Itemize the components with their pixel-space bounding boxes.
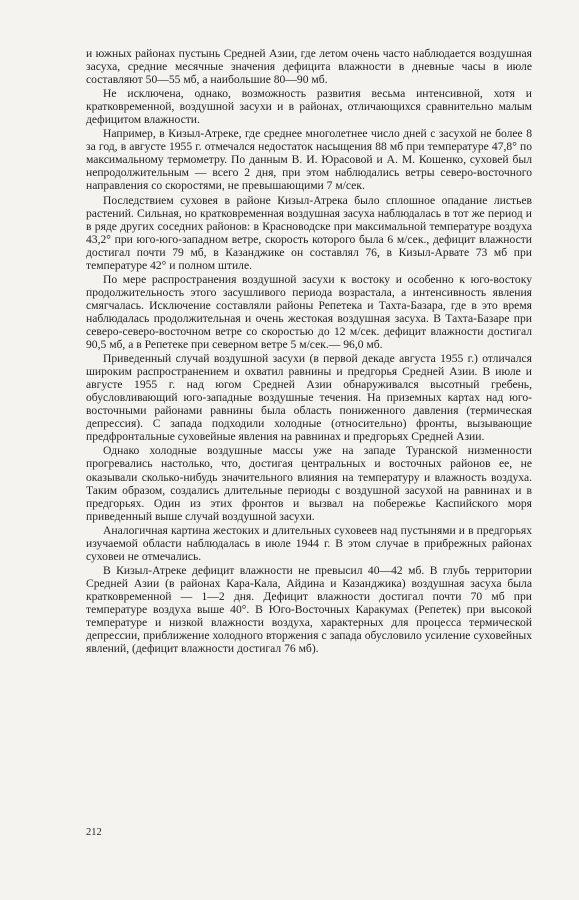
paragraph-4: Последствием суховея в районе Кизыл-Атрека было сплошное опадание листьев растений. Сильная, но кратковременная воздушная засуха наблюдалась в тот же период и в ряде других соседних районов: в Красноводске при максимальной температуре воздуха 43,2° при юго-юго-западном ветре, скорость которого была 6 м/сек., дефицит влажности достигал почти 79 мб, в Казанджике он составлял 76, в Кизыл-Арвате 73 мб при температуре 42° и полном штиле. xyxy=(86,193,532,272)
paragraph-9: В Кизыл-Атреке дефицит влажности не превысил 40—42 мб. В глубь территории Средней Азии (в районах Кара-Кала, Айдина и Казанджика) воздушная засуха была кратковременной — 1—2 дня. Дефицит влажности достигал почти 70 мб при температуре воздуха выше 40°. В Юго-Восточных Каракумах (Репетек) при высокой температуре и низкой влажности воздуха, характерных для процесса термической депрессии, приближение холодного вторжения с запада обусловило усиление суховейных явлений, (дефицит влажности достигал 76 мб). xyxy=(86,563,532,656)
paragraph-3: Например, в Кизыл-Атреке, где среднее многолетнее число дней с засухой не более 8 за год, в августе 1955 г. отмечался недостаток насыщения 88 мб при температуре 47,8° по максимальному термометру. По данным В. И. Юрасовой и А. М. Кошенко, суховей был непродолжительным — всего 2 дня, при этом наблюдались ветры северо-восточного направления со скоростями, не превышающими 7 м/сек. xyxy=(86,127,532,193)
paragraph-8: Аналогичная картина жестоких и длительных суховеев над пустынями и в предгорьях изучаемой области наблюдалась в июле 1944 г. В этом случае в прибрежных районах суховеи не отмечались. xyxy=(86,523,532,563)
paragraph-1: и южных районах пустынь Средней Азии, где летом очень часто наблюдается воздушная засуха, средние месячные значения дефицита влажности в дневные часы в июле составляют 50—55 мб, а наибольшие 80—90 мб. xyxy=(86,47,532,87)
body-text xyxy=(86,47,532,655)
page-number: 212 xyxy=(86,827,102,838)
paragraph-6: Приведенный случай воздушной засухи (в первой декаде августа 1955 г.) отличался широким распространением и охватил равнины и предгорья Средней Азии. В июле и августе 1955 г. над югом Средней Азии обнаруживался высотный гребень, обусловливающий юго-западные воздушные течения. На приземных картах над юго-восточными районами равнины была область пониженного давления (термическая депрессия). С запада подходили холодные (относительно) фронты, вызывающие предфронтальные суховейные явления на равнинах и предгорьях Средней Азии. xyxy=(86,352,532,444)
paragraph-7: Однако холодные воздушные массы уже на западе Туранской низменности прогревались настолько, что, достигая центральных и восточных районов ее, не оказывали сколько-нибудь значительного влияния на температуру и влажность воздуха. Таким образом, создались длительные периоды с воздушной засухой на равнинах и в предгорьях. Один из этих фронтов и вызвал на побережье Каспийского моря приведенный выше случай воздушной засухи. xyxy=(86,444,532,523)
paragraph-2: Не исключена, однако, возможность развития весьма интенсивной, хотя и кратковременной, воздушной засухи и в районах, отличающихся сравнительно малым дефицитом влажности. xyxy=(86,87,532,127)
paragraph-5: По мере распространения воздушной засухи к востоку и особенно к юго-востоку продолжительность этого засушливого периода возрастала, а интенсивность явления смягчалась. Исключение составляли районы Репетека и Тахта-Базара, где в это время наблюдалась продолжительная и очень жестокая воздушная засуха. В Тахта-Базаре при северо-северо-восточном ветре со скоростью до 12 м/сек. дефицит влажности достигал 90,5 мб, а в Репетеке при северном ветре 5 м/сек.— 96,0 мб. xyxy=(86,272,532,352)
